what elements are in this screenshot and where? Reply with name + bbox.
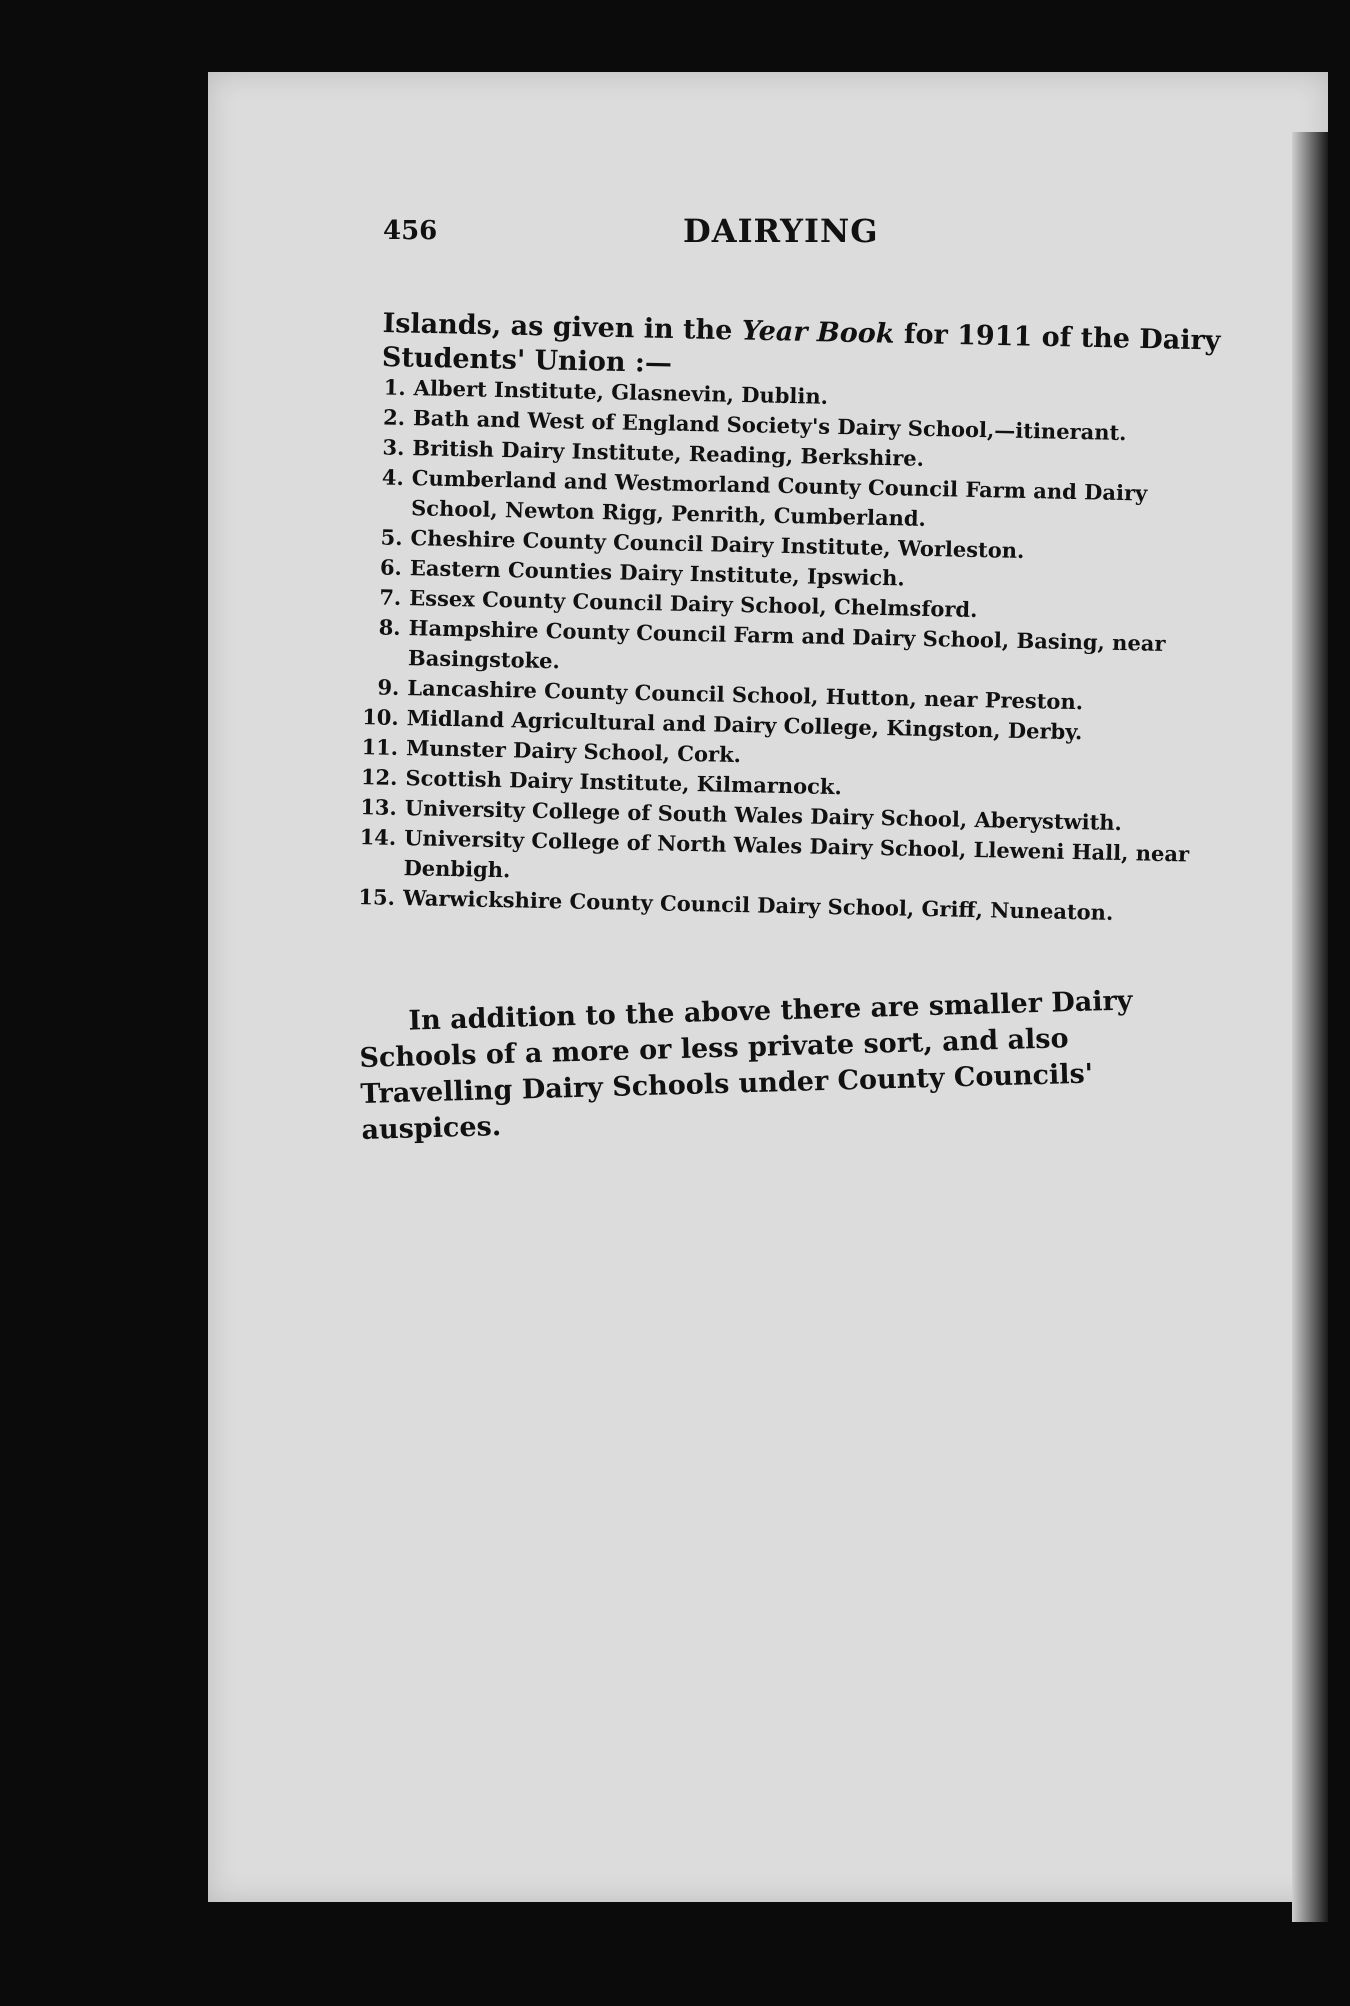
list-item-number: 10. (361, 704, 400, 730)
book-page (208, 72, 1328, 1902)
intro-text-after: for 1911 of the Dairy Students' Union :— (381, 318, 1221, 380)
list-item-text: Munster Dairy School, Cork. (405, 735, 742, 768)
list-item-number: 7. (379, 584, 402, 610)
page-number: 456 (383, 216, 438, 246)
list-item-text: Cheshire County Council Dairy Institute, Worleston. (410, 525, 1025, 563)
page-gutter-shadow (1292, 132, 1328, 1922)
intro-text-before: Islands, as given in the (382, 307, 743, 347)
list-item-number: 6. (379, 554, 403, 580)
list-item-number: 2. (382, 404, 406, 430)
list-item-number: 11. (361, 734, 399, 760)
list-item-text: Midland Agricultural and Dairy College, Kingston, Derby. (406, 705, 1083, 745)
list-item-text: University College of North Wales Dairy School, Lleweni Hall, near Denbigh. (403, 825, 1190, 883)
list-item-text: Bath and West of England Society's Dairy School,—itinerant. (412, 405, 1127, 446)
list-item-number: 4. (381, 464, 405, 490)
closing-paragraph: In addition to the above there are smaller Dairy Schools of a more or less private sort, and also Travelling Dairy Schools under County Councils' auspices. (359, 985, 1133, 1146)
list-item-number: 5. (380, 524, 403, 550)
intro-book-title: Year Book (741, 315, 895, 350)
running-head: DAIRYING (683, 212, 879, 250)
list-item-text: Essex County Council Dairy School, Chelmsford. (409, 585, 978, 623)
list-item-text: Cumberland and Westmorland County Council Farm and Dairy School, Newton Rigg, Penrith, Cumberland. (410, 465, 1148, 531)
list-item-number: 15. (358, 884, 396, 910)
list-item-number: 9. (377, 674, 400, 700)
school-list (347, 372, 1238, 930)
list-item-text: Warwickshire County Council Dairy School, Griff, Nuneaton. (402, 885, 1114, 925)
list-item-text: Eastern Counties Dairy Institute, Ipswich. (409, 555, 906, 591)
list-item-number: 3. (382, 434, 405, 460)
list-item-text: Albert Institute, Glasnevin, Dublin. (413, 375, 829, 409)
list-item-number: 14. (359, 824, 397, 850)
list-item-text: British Dairy Institute, Reading, Berkshire. (412, 435, 925, 471)
list-item-number: 8. (378, 614, 401, 640)
list-item-text: Scottish Dairy Institute, Kilmarnock. (405, 765, 843, 800)
list-item-number: 13. (360, 794, 398, 820)
page-header (383, 210, 1243, 270)
list-item-text: Lancashire County Council School, Hutton, near Preston. (407, 675, 1084, 715)
list-item-text: University College of South Wales Dairy School, Aberystwith. (404, 795, 1123, 836)
list-item-text: Hampshire County Council Farm and Dairy School, Basing, near Basingstoke. (407, 615, 1166, 674)
list-item-number: 12. (360, 764, 398, 790)
list-item-number: 1. (383, 374, 406, 400)
